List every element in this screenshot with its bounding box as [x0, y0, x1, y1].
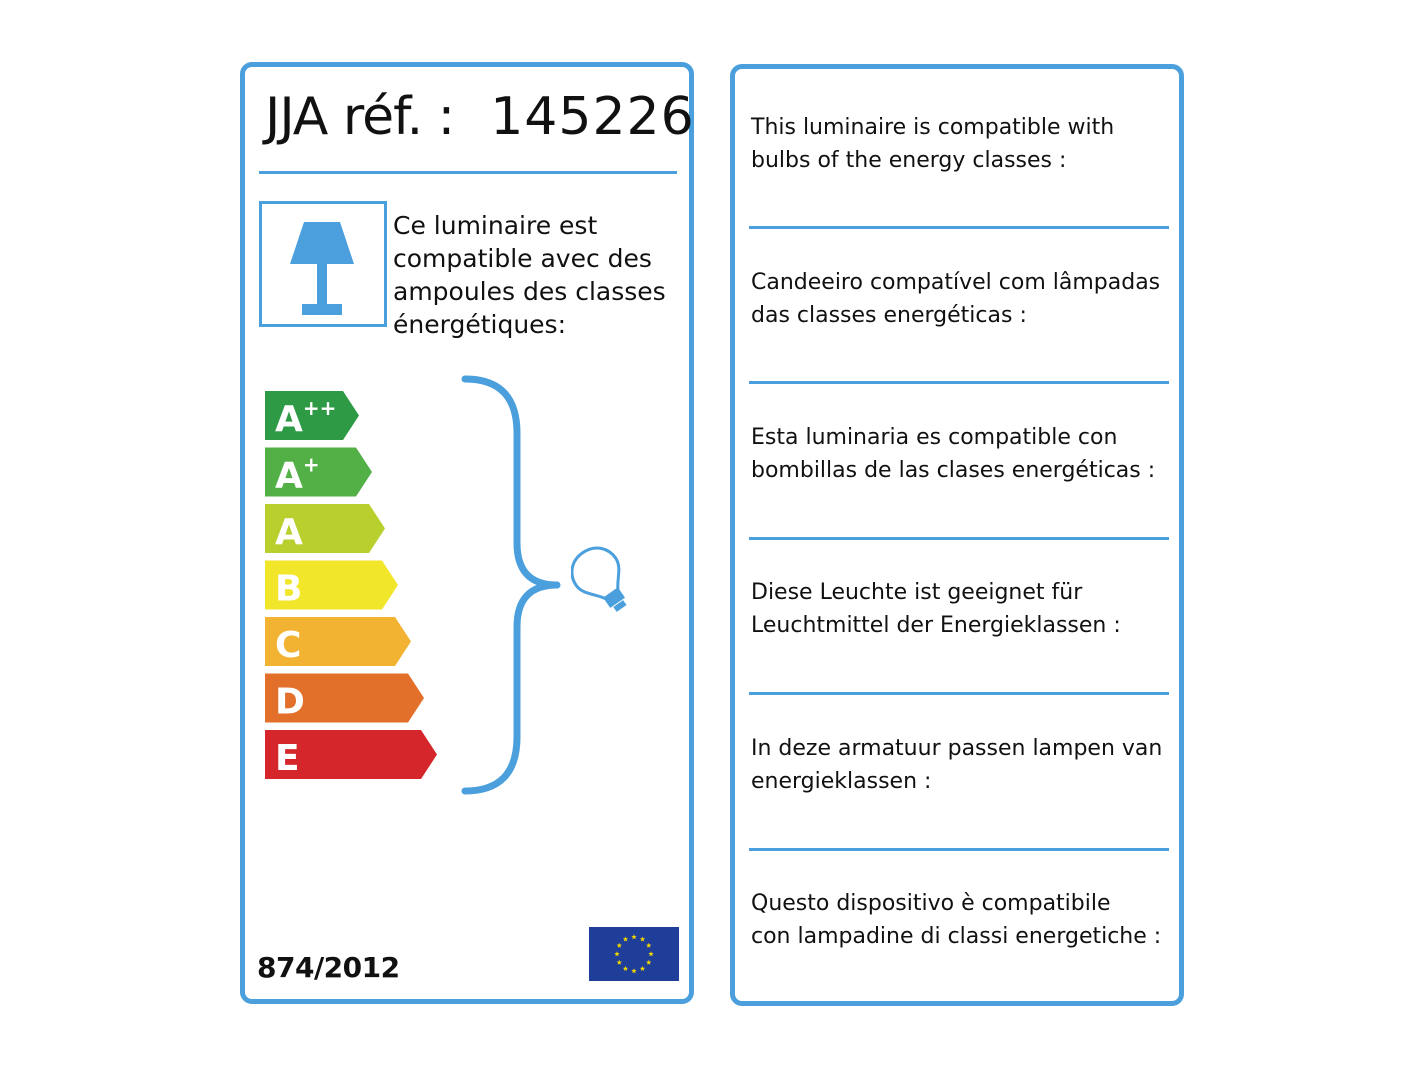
energy-class-aplus: [265, 448, 372, 497]
language-line: Leuchtmittel der Energieklassen :: [751, 613, 1121, 638]
language-line: bombillas de las clases energéticas :: [751, 458, 1156, 483]
energy-class-arrows: [265, 389, 455, 789]
language-line: Diese Leuchte ist geeignet für: [751, 580, 1083, 605]
energy-class-label: A: [275, 512, 303, 553]
language-block-pt: [751, 266, 1171, 332]
regulation-number: 874/2012: [257, 951, 400, 984]
reference-number: 145226: [490, 87, 695, 147]
language-line: das classes energéticas :: [751, 303, 1027, 328]
energy-class-a: [265, 504, 385, 553]
eu-flag-icon: [589, 927, 679, 981]
language-block-es: [751, 421, 1171, 487]
left-label-panel: [240, 62, 694, 1004]
reference-label: JJA réf. :: [265, 87, 455, 147]
language-block-nl: [751, 732, 1171, 798]
energy-class-aplusplus: [265, 391, 359, 440]
language-divider: [749, 381, 1169, 384]
table-lamp-icon: [262, 204, 384, 324]
lamp-icon-box: [259, 201, 387, 327]
energy-class-c: [265, 617, 411, 666]
language-divider: [749, 537, 1169, 540]
language-line: bulbs of the energy classes :: [751, 148, 1067, 173]
right-brace: [461, 373, 561, 797]
reference-title: [265, 87, 695, 147]
light-bulb-icon: [571, 543, 641, 623]
language-line: con lampadine di classi energetiche :: [751, 924, 1162, 949]
language-block-en: [751, 111, 1171, 177]
title-divider: [259, 171, 677, 174]
language-line: This luminaire is compatible with: [751, 115, 1115, 140]
energy-class-label: E: [275, 738, 300, 779]
energy-class-label: B: [275, 568, 303, 610]
language-divider: [749, 226, 1169, 229]
language-line: Esta luminaria es compatible con: [751, 425, 1118, 450]
energy-class-b: [265, 561, 398, 610]
compatibility-text-fr: Ce luminaire est compatible avec des ampoules des classes énergétiques:: [393, 211, 666, 339]
language-divider: [749, 848, 1169, 851]
right-language-panel: [730, 64, 1184, 1006]
energy-class-scale: [265, 389, 455, 789]
energy-class-d: [265, 674, 424, 723]
language-divider: [749, 692, 1169, 695]
energy-class-label: D: [275, 681, 305, 723]
energy-class-label: C: [275, 625, 302, 666]
language-block-it: [751, 887, 1171, 953]
energy-class-e: [265, 730, 437, 779]
language-line: In deze armatuur passen lampen van: [751, 736, 1163, 761]
energy-class-label: A++: [275, 396, 337, 440]
language-block-de: [751, 576, 1171, 642]
energy-class-label: A+: [275, 452, 320, 497]
language-line: Questo dispositivo è compatibile: [751, 891, 1111, 916]
language-line: Candeeiro compatível com lâmpadas: [751, 270, 1161, 295]
language-line: energieklassen :: [751, 769, 932, 794]
